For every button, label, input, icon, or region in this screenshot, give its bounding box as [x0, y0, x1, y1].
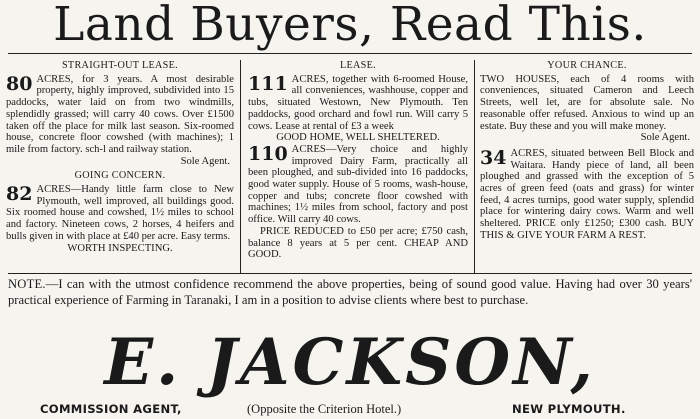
- headline-rule: [8, 53, 692, 54]
- worth-inspecting-tagline: WORTH INSPECTING.: [67, 242, 173, 254]
- advert-headline: Land Buyers, Read This.: [53, 0, 647, 52]
- agent-note: [8, 277, 692, 308]
- footer-town: NEW PLYMOUTH.: [512, 402, 626, 416]
- listing-number: 111: [248, 72, 288, 95]
- footer-commission-agent: COMMISSION AGENT,: [40, 402, 182, 416]
- listing-82-acres: [6, 184, 234, 243]
- heading-straight-out-lease: STRAIGHT-OUT LEASE.: [61, 60, 179, 71]
- price-reduced-text: PRICE REDUCED to £50 per acre; £750 cash, balance 8 years at 5 per cent. CHEAP AND GOOD.: [248, 225, 468, 261]
- sole-agent-signature: Sole Agent.: [640, 132, 690, 144]
- sole-agent-signature: Sole Agent.: [180, 155, 230, 167]
- listing-text: ACRES—Very choice and highly improved Dairy Farm, practically all been ploughed, and sub-divided into 16 paddocks, good water supply. House of 5 rooms, wash-house, copper and tubs; concrete floor cowshed with machines; 1½ miles from school, factory and post office. Will carry 40 cows.: [248, 143, 468, 226]
- listing-text: ACRES, for 3 years. A most desirable property, highly improved, subdivided into 15 paddocks, water laid on from two windmills, splendidly grassed; will carry 40 cows. Over £1500 taken off the place for milk last season. Six-roomed house, concrete floor cowshed (with machines); 1 mile from factory. sch-l and railway station.: [6, 73, 234, 155]
- heading-lease: LEASE.: [339, 60, 377, 71]
- listing-number: 34: [480, 146, 507, 169]
- footer-address: (Opposite the Criterion Hotel.): [247, 402, 402, 416]
- column-divider-right: [474, 60, 475, 274]
- note-label: NOTE.: [8, 277, 46, 291]
- listing-number: 82: [6, 183, 33, 206]
- listing-110-acres: [248, 144, 468, 226]
- listing-text: ACRES, situated between Bell Block and Waitara. Handy piece of land, all been ploughed and grassed with the exception of 5 acres of green feed (oats and grass) for winter feed, 4 acres turnips, good water supply, splendid place for wintering dairy cows. Warm and well sheltered. PRICE only £1250; £300 cash. BUY THIS & GIVE YOUR FARM A REST.: [480, 147, 694, 241]
- listing-80-acres: [6, 74, 234, 156]
- column-left: [6, 60, 234, 254]
- column-right: [480, 60, 694, 242]
- agent-name: E. JACKSON,: [104, 325, 596, 400]
- listing-111-acres: [248, 74, 468, 133]
- listing-34-acres: [480, 148, 694, 242]
- listing-text: ACRES, together with 6-roomed House, all conveniences, washhouse, copper and tubs, situated Westown, New Plymouth. Ten paddocks, good orchard and fowl run. Will carry 5 cows. Lease at rental of £3 a week: [248, 73, 468, 132]
- column-divider-left: [240, 60, 241, 274]
- listing-text: ACRES—Handy little farm close to New Plymouth, well improved, all buildings good. Six roomed house and cowshed, 1½ miles to school and factory. Nineteen cows, 2 horses, 4 heifers and bulls given in with place at £40 per acre. Easy terms.: [6, 184, 234, 242]
- good-home-tagline: GOOD HOME, WELL SHELTERED.: [276, 132, 440, 144]
- columns-bottom-rule: [8, 273, 692, 274]
- heading-going-concern: GOING CONCERN.: [74, 170, 166, 182]
- listing-number: 110: [248, 142, 288, 165]
- column-middle: [248, 60, 468, 261]
- heading-your-chance: YOUR CHANCE.: [547, 60, 627, 71]
- note-text: —I can with the utmost confidence recommend the above properties, being of sound good value. Having had over 30 years' practical experience of Farming in Taranaki, I am in a position to advise clients where best to purchase.: [8, 277, 692, 307]
- listing-two-houses: TWO HOUSES, each of 4 rooms with conveniences, situated Cameron and Leech Streets, well let, are for absolute sale. No reasonable offer refused. Anxious to wind up an estate. Buy these and you will make money.: [480, 73, 694, 132]
- listing-number: 80: [6, 72, 33, 95]
